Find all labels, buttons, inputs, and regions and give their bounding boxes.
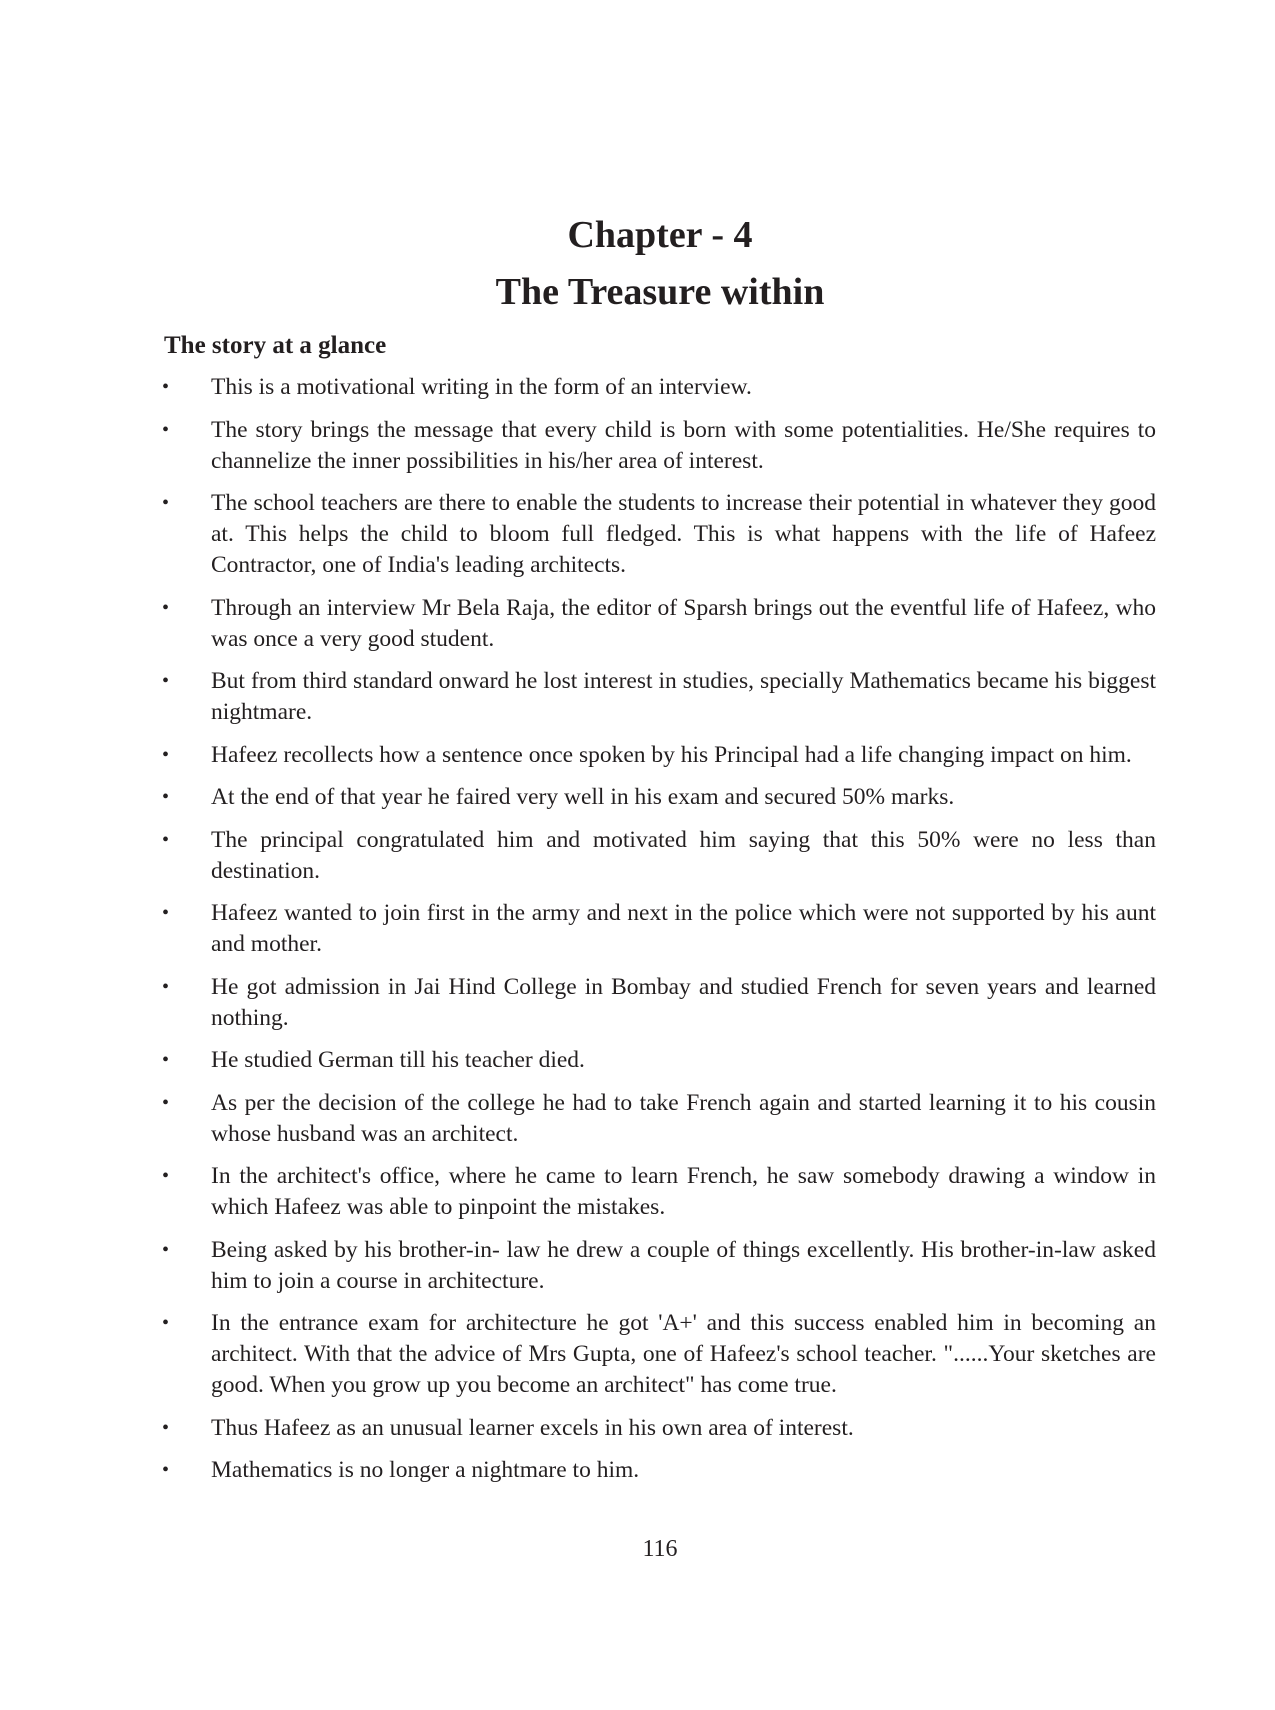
bullet-item <box>162 1235 1156 1297</box>
summary-bullet-list <box>162 372 1156 1498</box>
chapter-number: Chapter - 4 <box>567 214 753 256</box>
bullet-item <box>162 740 1156 771</box>
bullet-icon: • <box>162 786 170 808</box>
bullet-item <box>162 488 1156 581</box>
bullet-item <box>162 593 1156 655</box>
bullet-item <box>162 825 1156 887</box>
bullet-text: In the entrance exam for architecture he got 'A+' and this success enabled him in becoming an architect. With that the advice of Mrs Gupta, one of Hafeez's school teacher. "......Your sketches are good. When you grow up you become an architect" has come true. <box>211 1310 1156 1398</box>
bullet-icon: • <box>162 975 170 998</box>
bullet-text: As per the decision of the college he had to take French again and started learning it to his cousin whose husband was an architect. <box>211 1089 1156 1147</box>
bullet-icon: • <box>162 1459 170 1481</box>
bullet-icon: • <box>162 1049 170 1071</box>
bullet-icon: • <box>162 828 170 851</box>
bullet-icon: • <box>162 418 170 441</box>
bullet-text: Thus Hafeez as an unusual learner excels in his own area of interest. <box>211 1414 854 1441</box>
bullet-item <box>162 898 1156 960</box>
bullet-text: Hafeez recollects how a sentence once spoken by his Principal had a life changing impact on him. <box>211 741 1132 768</box>
bullet-item <box>162 782 1156 813</box>
page-number: 116 <box>642 1536 678 1562</box>
bullet-icon: • <box>162 1165 170 1187</box>
bullet-item <box>162 1045 1156 1076</box>
bullet-item <box>162 666 1156 728</box>
bullet-item <box>162 1308 1156 1401</box>
bullet-text: The story brings the message that every child is born with some potentialities. He/She requires to channelize the inner possibilities in his/her area of interest. <box>211 416 1156 474</box>
bullet-text: He got admission in Jai Hind College in Bombay and studied French for seven years and learned nothing. <box>211 973 1156 1031</box>
bullet-item <box>162 1455 1156 1486</box>
bullet-text: The principal congratulated him and motivated him saying that this 50% were no less than destination. <box>211 826 1156 884</box>
bullet-text: The school teachers are there to enable the students to increase their potential in whatever they good at. This helps the child to bloom full fledged. This is what happens with the life of Hafeez Contractor, one of India's leading architects. <box>211 490 1156 578</box>
section-heading: The story at a glance <box>164 332 387 359</box>
bullet-icon: • <box>162 492 170 514</box>
bullet-item <box>162 972 1156 1034</box>
bullet-item <box>162 1088 1156 1150</box>
bullet-item <box>162 372 1156 403</box>
bullet-icon: • <box>162 1238 170 1261</box>
bullet-item <box>162 415 1156 477</box>
bullet-item <box>162 1413 1156 1444</box>
bullet-icon: • <box>162 1416 170 1439</box>
bullet-text: He studied German till his teacher died. <box>211 1047 585 1073</box>
chapter-title: The Treasure within <box>495 271 825 313</box>
bullet-icon: • <box>162 1312 170 1334</box>
bullet-text: Through an interview Mr Bela Raja, the editor of Sparsh brings out the eventful life of Hafeez, who was once a very good student. <box>211 594 1156 652</box>
bullet-text: Hafeez wanted to join first in the army and next in the police which were not supported by his aunt and mother. <box>211 900 1156 957</box>
bullet-icon: • <box>162 596 170 619</box>
bullet-icon: • <box>162 1091 170 1114</box>
bullet-icon: • <box>162 670 170 692</box>
bullet-item <box>162 1161 1156 1223</box>
bullet-icon: • <box>162 376 170 398</box>
bullet-icon: • <box>162 902 170 924</box>
bullet-text: Being asked by his brother-in- law he drew a couple of things excellently. His brother-in-law asked him to join a course in architecture. <box>211 1236 1156 1294</box>
bullet-text: Mathematics is no longer a nightmare to him. <box>211 1457 640 1483</box>
bullet-text: In the architect's office, where he came to learn French, he saw somebody drawing a window in which Hafeez was able to pinpoint the mistakes. <box>211 1163 1156 1220</box>
bullet-icon: • <box>162 743 170 766</box>
bullet-text: At the end of that year he faired very well in his exam and secured 50% marks. <box>211 784 955 810</box>
bullet-text: This is a motivational writing in the form of an interview. <box>211 374 752 400</box>
bullet-text: But from third standard onward he lost interest in studies, specially Mathematics became his biggest nightmare. <box>211 668 1156 725</box>
